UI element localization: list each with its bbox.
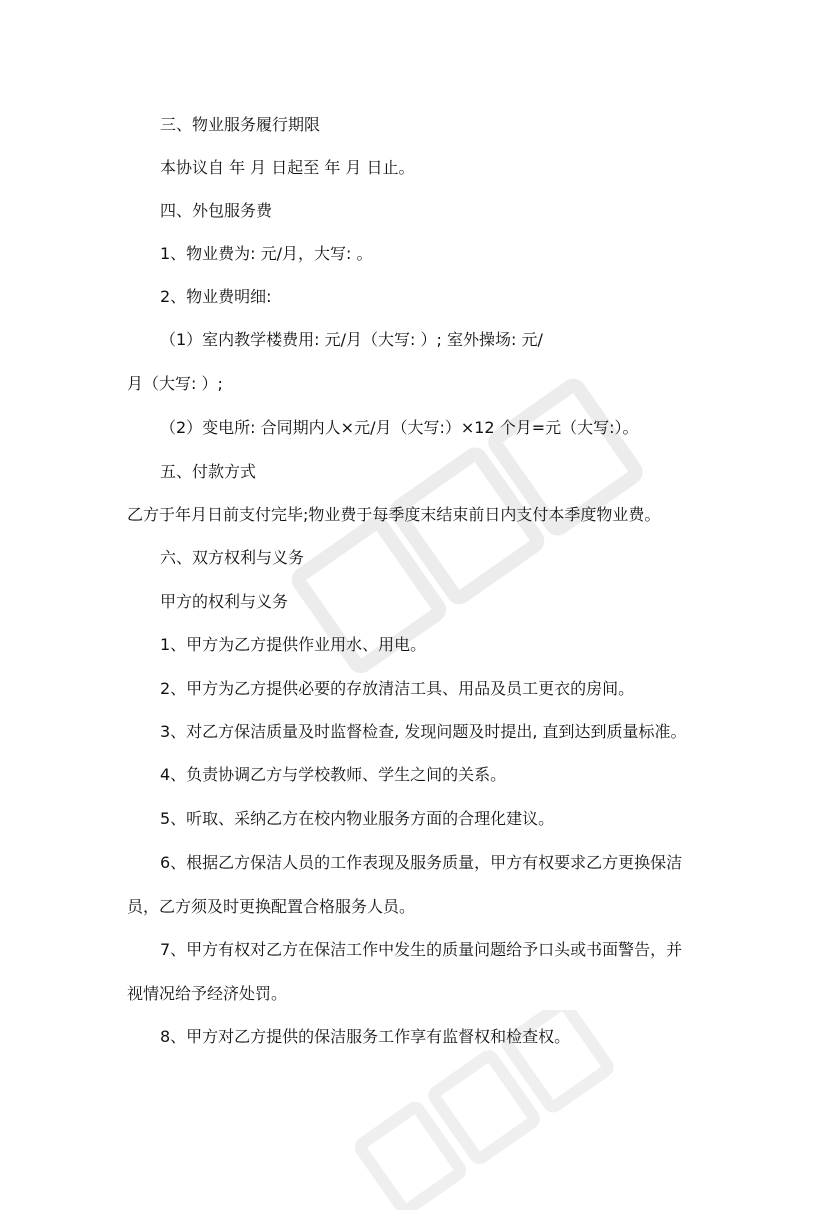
clause-7-cont: 视情况给予经济处罚。 (127, 984, 288, 1003)
section-heading-rights: 六、双方权利与义务 (160, 548, 305, 567)
paragraph-term-dates: 本协议自 年 月 日起至 年 月 日止。 (160, 158, 415, 177)
paragraph-fee-item-1-cont: 月（大写: ）; (127, 374, 223, 393)
subheading-party-a: 甲方的权利与义务 (160, 592, 289, 611)
section-heading-term: 三、物业服务履行期限 (160, 115, 321, 134)
paragraph-payment: 乙方于年月日前支付完毕;物业费于每季度末结束前日内支付本季度物业费。 (127, 505, 661, 524)
clause-2: 2、甲方为乙方提供必要的存放清洁工具、用品及员工更衣的房间。 (160, 679, 635, 698)
clause-3: 3、对乙方保洁质量及时监督检查, 发现问题及时提出, 直到达到质量标准。 (160, 722, 687, 741)
clause-1: 1、甲方为乙方提供作业用水、用电。 (160, 635, 427, 654)
clause-5: 5、听取、采纳乙方在校内物业服务方面的合理化建议。 (160, 809, 555, 828)
paragraph-fee-amount: 1、物业费为: 元/月，大写: 。 (160, 244, 373, 263)
paragraph-fee-item-2: （2）变电所: 合同期内人×元/月（大写:）×12 个月=元（大写:）。 (160, 418, 639, 437)
clause-6-cont: 员，乙方须及时更换配置合格服务人员。 (127, 897, 416, 916)
section-heading-payment: 五、付款方式 (160, 462, 257, 481)
section-heading-fee: 四、外包服务费 (160, 201, 273, 220)
clause-4: 4、负责协调乙方与学校教师、学生之间的关系。 (160, 765, 507, 784)
paragraph-fee-details: 2、物业费明细: (160, 287, 272, 306)
clause-8: 8、甲方对乙方提供的保洁服务工作享有监督权和检查权。 (160, 1027, 571, 1046)
paragraph-fee-item-1: （1）室内教学楼费用: 元/月（大写: ）; 室外操场: 元/ (160, 330, 543, 349)
clause-7: 7、甲方有权对乙方在保洁工作中发生的质量问题给予口头或书面警告，并 (160, 940, 683, 959)
watermark-logo (260, 320, 680, 740)
clause-6: 6、根据乙方保洁人员的工作表现及服务质量，甲方有权要求乙方更换保洁 (160, 853, 683, 872)
